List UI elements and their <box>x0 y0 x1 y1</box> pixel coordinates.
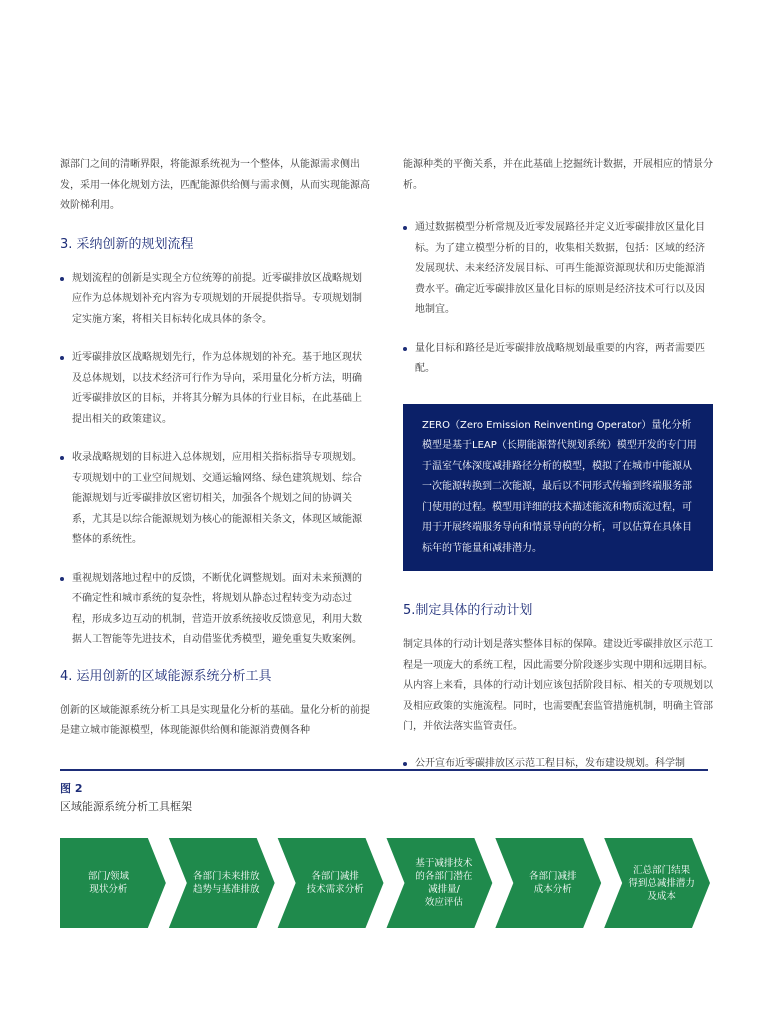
figure-label: 图 2 <box>60 782 83 795</box>
figure-title: 区域能源系统分析工具框架 <box>60 800 192 813</box>
right-intro-paragraph: 能源种类的平衡关系，并在此基础上挖掘统计数据，开展相应的情景分析。 <box>403 159 713 191</box>
section5-title: 5.制定具体的行动计划 <box>403 603 533 618</box>
left-intro-paragraph: 源部门之间的清晰界限，将能源系统视为一个整体，从能源需求侧出发，采用一体化规划方法，匹配能源供给侧与需求侧，从而实现能源高效阶梯利用。 <box>60 159 370 211</box>
section5-paragraph: 制定具体的行动计划是落实整体目标的保障。建设近零碳排放区示范工程是一项庞大的系统工程，因此需要分阶段逐步实现中期和远期目标。从内容上来看，具体的行动计划应该包括阶段目标、相关的专项规划以及相应政策的实施流程。同时，也需要配套监管措施机制，明确主管部门，并依法落实监管责任。 <box>403 639 713 732</box>
flow-step-label: 汇总部门结果 得到总减排潜力 及成本 <box>628 864 695 902</box>
list-item: 收录战略规划的目标进入总体规划，应用相关指标指导专项规划。专项规划中的工业空间规划、交通运输网络、绿色建筑规划、综合能源规划与近零碳排放区密切相关，加强各个规划之间的协调关系，尤其是以综合能源规划为核心的能源相关条文，体现区域能源整体的系统性。 <box>60 448 370 551</box>
flow-step-label: 各部门未来排放 趋势与基准排放 <box>192 871 260 895</box>
highlight-box-text: ZERO（Zero Emission Reinventing Operator）量化分析模型是基于LEAP（长期能源替代规划系统）模型开发的专门用于温室气体深度减排路径分析的模型，模拟了在城市中能源从一次能源转换到二次能源，最后以不同形式传输到终端服务部门使用的过程。模型用详细的技术描述能流和物质流过程，可用于开展终端服务导向和情景导向的分析，可以估算在具体目标年的节能量和减排潜力。 <box>422 419 697 554</box>
flow-step-label: 各部门减排 成本分析 <box>528 871 577 895</box>
flow-step-label: 各部门减排 技术需求分析 <box>306 871 364 895</box>
section4-title: 4. 运用创新的区域能源系统分析工具 <box>60 668 272 684</box>
section4-paragraph: 创新的区域能源系统分析工具是实现量化分析的基础。量化分析的前提是建立城市能源模型，体现能源供给侧和能源消费侧各种 <box>60 704 370 736</box>
list-item: 通过数据模型分析常规及近零发展路径并定义近零碳排放区量化目标。为了建立模型分析的目的，收集相关数据，包括：区域的经济发展现状、未来经济发展目标、可再生能源资源现状和历史能源消费水平。确定近零碳排放区量化目标的原则是经济技术可行以及因地制宜。 <box>403 218 713 321</box>
list-item: 量化目标和路径是近零碳排放战略规划最重要的内容，两者需要匹配。 <box>403 339 713 380</box>
list-item: 近零碳排放区战略规划先行，作为总体规划的补充。基于地区现状及总体规划，以技术经济可行作为导向，采用量化分析方法，明确近零碳排放区的目标，并将其分解为具体的行业目标，在此基础上提出相关的政策建议。 <box>60 348 370 430</box>
section3-title: 3. 采纳创新的规划流程 <box>60 236 194 252</box>
list-item: 公开宣布近零碳排放区示范工程目标，发布建设规划。科学制 <box>403 754 713 775</box>
list-item: 规划流程的创新是实现全方位统筹的前提。近零碳排放区战略规划应作为总体规划补充内容为专项规划的开展提供指导。专项规划制定实施方案，将相关目标转化成具体的条令。 <box>60 269 370 331</box>
flow-step-label: 基于减排技术 的各部门潜在 减排量/ 效应评估 <box>415 858 473 908</box>
flow-step-label: 部门/领域 现状分析 <box>87 871 130 895</box>
list-item: 重视规划落地过程中的反馈，不断优化调整规划。面对未来预测的不确定性和城市系统的复杂性，将规划从静态过程转变为动态过程，形成多边互动的机制，营造开放系统接收反馈意见，利用大数据人工智能等先进技术，自动借鉴优秀模型，避免重复失败案例。 <box>60 569 370 651</box>
